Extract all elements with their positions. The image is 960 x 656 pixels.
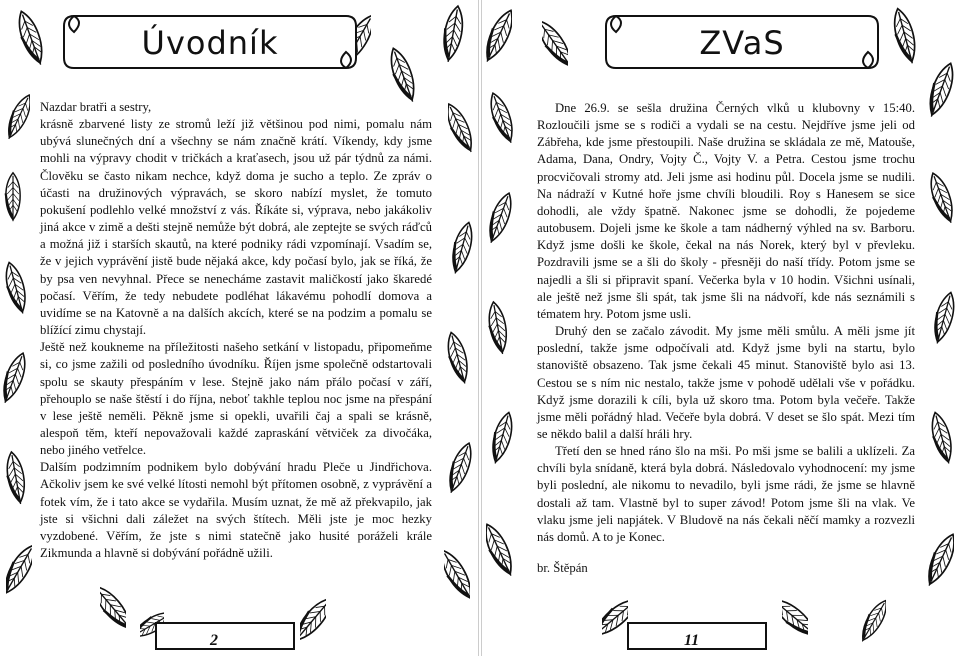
leaf-icon [100, 578, 126, 638]
leaf-icon [486, 6, 512, 66]
right-article-body [537, 100, 915, 577]
leaf-icon [2, 350, 26, 406]
leaf-icon [542, 14, 568, 74]
leaf-icon [930, 410, 954, 466]
leaf-icon [2, 170, 24, 224]
paragraph: Dne 26.9. se sešla družina Černých vlků u klubovny v 15:40. Rozloučili jsme se s rodiči a vydali se na cestu. Nejdříve jsme jeli od Zábřeha, kde jsme přestoupili. Naše družina se skládala ze mě, Matouše, Adama, Dana, Ondry, Vojty Č., Vojty V. a Petra. Cestou jsme trochu procvičovali stromy atd. Jeli jsme asi hodinu půl. Docela jsme se nudili. Na nádraží v Kutné hoře jsme chvíli bloudili. Roy s Hanesem se sice dohodli, ale vždy špatně. Nakonec jsme se dohodli, že pojedeme autobusem. Dojeli jsme ke škole a tam nádherný výhled na sv. Barboru. Když jsme došli ke škole, čekal na nás Norek, který byl v převleku. Pozdravili jsme se a šli do školy - přesněji do naší třídy. Potom jsme se najedli a šli si připravit spaní. Večerka byla v 10 hodin. Všichni usínali, ale ještě než jsme šli spát, tak jsme šli na nádvoří, kde nás seznámili s tématem hry. Potom jsme usli. [537, 101, 915, 321]
leaf-icon [446, 330, 470, 386]
leaf-icon [490, 410, 514, 466]
leaf-icon [6, 540, 32, 600]
page-number-banner-icon [150, 615, 300, 653]
leaf-icon [8, 90, 30, 144]
left-page-number: 2 [210, 632, 218, 649]
leaf-icon [488, 190, 512, 246]
leaf-icon [928, 530, 954, 590]
paragraph: Dalším podzimním podnikem bylo dobývání hradu Plečе u Jindřichova. Ačkoliv jsem ke své velké lítosti nemohl být přítomen osobně, z vyprávění a fotek vím, že i tato akce se vydařila. Musím uznat, že mě až překvapilo, jak jste si všichni dali záležet na svých štítech. Měli jste je moc hezky vyzdobené. Věřím, že jste s nimi statečně jako husité poráželi krále Zikmunda a hlavně si dobývání pořádně užili. [40, 460, 432, 561]
right-page-title: ZVaS [699, 24, 785, 62]
leaf-icon [486, 300, 510, 356]
leaf-icon [448, 100, 472, 156]
leaf-icon [18, 8, 44, 68]
right-page-number: 11 [684, 632, 700, 649]
left-page [0, 0, 478, 656]
paragraph: Druhý den se začalo závodit. My jsme měli smůlu. A měli jsme jít poslední, takže jsme odpočívali atd. Když jsme byli na startu, bylo stanoviště obsazeno. Tak jsme čekali 45 minut. Stanoviště bylo asi 13. Cestou se s ním nic nestalo, takže jsme v pohodě udělali vše v pořádku. Když jsme dorazili k cíli, byla už skoro tma. Potom byla večeře. Takže jsme měli pořádný hlad. Večeře byla dobrá. V deset se šlo spát. Mezi tím se někdo balil a další hráli hry. [537, 324, 915, 441]
leaf-icon [448, 440, 472, 496]
right-page [482, 0, 960, 656]
leaf-icon [4, 260, 28, 316]
leaf-icon [928, 60, 954, 120]
left-article-body [40, 99, 432, 562]
leaf-icon [862, 596, 886, 646]
leaf-icon [486, 520, 512, 580]
paragraph: Třetí den se hned ráno šlo na mši. Po mši jsme se balili a uklízeli. Za chvíli byla snídaně, která byla dobrá. Následovalo vyhodnocení: my jsme byli poslední, ale nikomu to nevadilo, byli jsme rádi, že jsme se hlavně dostali až tam. Vlastně byl to super závod! Potom jsme šli na vlak. Ve vlaku jsme jeli napjátek. V Bludově na nás čekali něčí mamky a rozvezli nás domů. A to je Konec. [537, 444, 915, 544]
leaf-icon [930, 170, 954, 226]
paragraph: Ještě než koukneme na příležitosti našeho setkání v listopadu, připomeňme si, co jsme zažili od posledního úvodníku. Říjen jsme společně odstartovali spolu se skauty přespáním v lese. Stejně jako nám přálo počasí v září, přehouplo se naše štěstí i do října, neboť takhle teplou noc jsme na přespání v lese ještě neměli. Pěkně jsme si opekli, uvařili čaj a spali se krásně, alespoň těm, kteří nepovažovali každé zapraskání větviček za divočáka, nebo jiného vetřelce. [40, 340, 432, 458]
author-signature: br. Štěpán [537, 561, 588, 576]
greeting: Nazdar bratři a sestry, [40, 100, 152, 114]
leaf-icon [490, 90, 514, 146]
leaf-icon [390, 45, 416, 105]
paragraph: krásně zbarvené listy ze stromů leží již většinou pod nimi, pomalu nám ubývá slunečných dní a všechny se nám značně krátí. Víkendy, kdy jsme mohli na výpravy chodit v tričkách a kraťasech, jsou už pár týdnů za námi. Člověku se často nikam nechce, když doma je sucho a teplo. Ze zpráv o účasti na družinových výpravách, se skoro nabízí myslet, že tomuto pokušení podlehlo velké množství z vás. Říkáte si, výprava, nebo jakákoliv jiná akce v zimě a dešti stejně nemůže být dobrá, ale zeptejte se svých ráďců a možná již i starších skautů, na které podniky rádi vzpomínají. Vsadím se, že v jejich vyprávění jistě bude nějaká akce, kdy počasí bylo, jak se říká, že by psa ven nevyhnal. Přece se nenecháme zastavit maličkostí jako škaredé počasí. Věřím, že tedy nebudete podléhat lákavému pohodlí domova a uvidíme se na Katovně a na dalších akcích, které se na podzim a pomalu se blížící zimu chystají. [40, 117, 432, 338]
title-scroll-banner [60, 10, 360, 72]
leaf-icon [892, 6, 918, 66]
leaf-icon [932, 290, 956, 346]
leaf-icon [444, 545, 470, 605]
leaf-icon [782, 588, 808, 648]
leaf-icon [450, 220, 474, 276]
title-scroll-banner [602, 10, 882, 72]
leaf-icon [4, 450, 28, 506]
left-page-title: Úvodník [141, 24, 279, 62]
leaf-icon [440, 4, 466, 64]
leaf-icon [300, 590, 326, 650]
